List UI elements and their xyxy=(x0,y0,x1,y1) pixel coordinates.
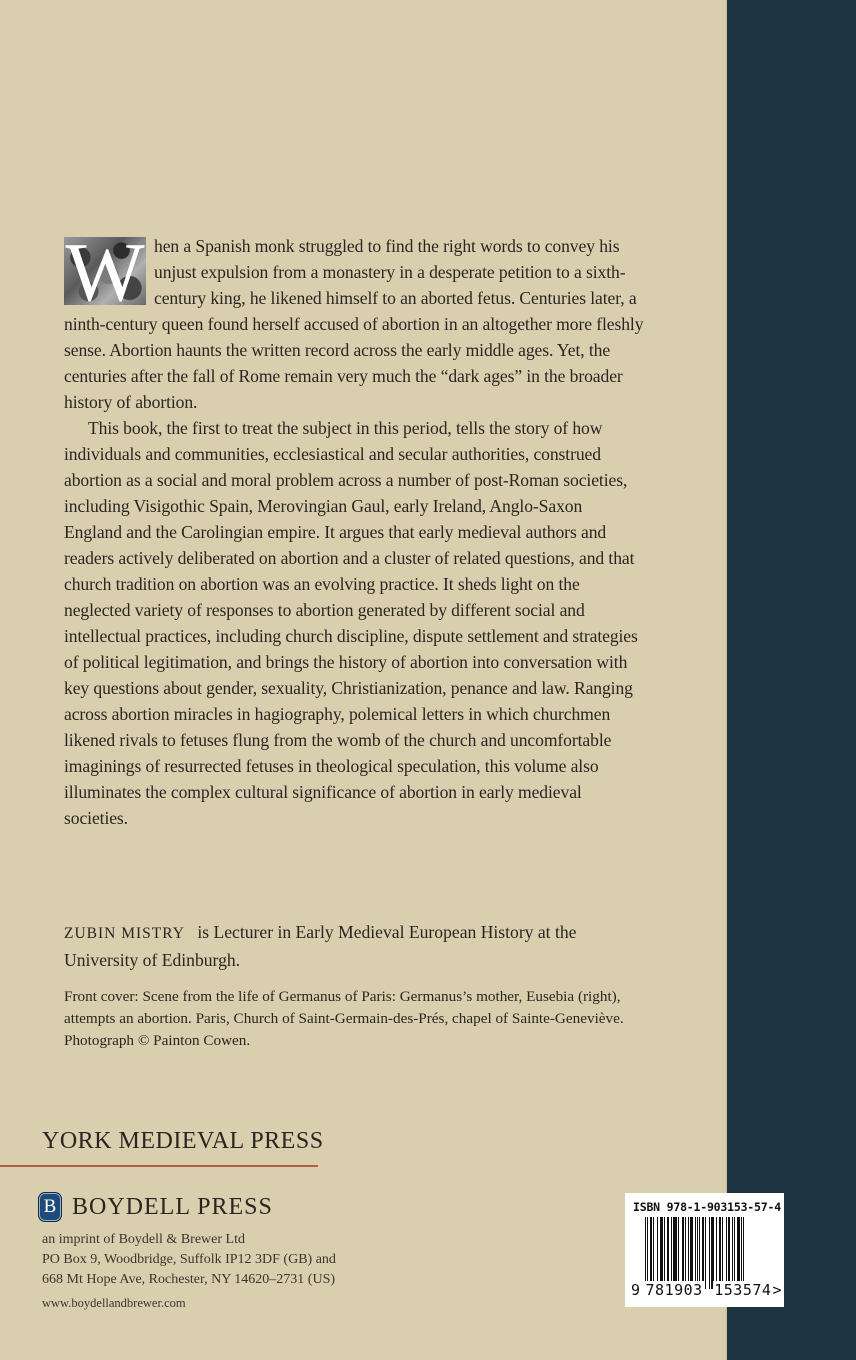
publisher-logo-row xyxy=(38,1192,273,1222)
author-bio-text: is Lecturer in Early Medieval European History at the University of Edinburgh. xyxy=(64,922,577,970)
isbn-label: ISBN 978-1-903153-57-4 xyxy=(633,1200,781,1214)
publisher-name: BOYDELL PRESS xyxy=(72,1193,273,1220)
series-name: YORK MEDIEVAL PRESS xyxy=(42,1128,324,1154)
barcode-bars xyxy=(645,1217,771,1289)
paragraph-1-text: hen a Spanish monk struggled to find the right words to convey his unjust expulsion from a monastery in a desperate petition to a sixth-century king, he likened himself to an aborted fetus. Centuries later, a ninth-century queen found herself accused of abortion in an altogether more fleshly sense. Abortion haunts the written record across the early middle ages. Yet, the centuries after the fall of Rome remain very much the “dark ages” in the broader history of abortion. xyxy=(64,236,644,412)
dropcap-letter: W xyxy=(65,237,145,305)
dropcap-image xyxy=(64,237,146,305)
address-line: PO Box 9, Woodbridge, Suffolk IP12 3DF (GB) and xyxy=(42,1252,336,1267)
barcode-group-1: 781903 xyxy=(645,1281,703,1299)
author-bio xyxy=(64,919,644,973)
boydell-logo-icon: B xyxy=(38,1192,62,1222)
blurb xyxy=(64,233,644,831)
imprint-line: an imprint of Boydell & Brewer Ltd xyxy=(42,1232,245,1247)
barcode-lead-digit: 9 xyxy=(631,1281,641,1299)
blurb-paragraph-2: This book, the first to treat the subject in this period, tells the story of how individuals and communities, ecclesiastical and secular authorities, construed abortion as a social and moral problem across a number of post-Roman societies, including Visigothic Spain, Merovingian Gaul, early Ireland, Anglo-Saxon England and the Carolingian empire. It argues that early medieval authors and readers actively deliberated on abortion and a cluster of related questions, and that church tradition on abortion was an evolving practice. It sheds light on the neglected variety of responses to abortion generated by different social and intellectual practices, including church discipline, dispute settlement and strategies of political legitimation, and brings the history of abortion into conversation with key questions about gender, sexuality, Christianization, penance and law. Ranging across abortion miracles in hagiography, polemical letters in which churchmen likened rivals to fetuses flung from the womb of the church and uncomfortable imaginings of resurrected fetuses in theological speculation, this volume also illuminates the complex cultural significance of abortion in early medieval societies. xyxy=(64,418,638,828)
blurb-paragraph-1 xyxy=(64,233,644,415)
spine-strip xyxy=(727,0,856,1360)
barcode-group-2: 153574 xyxy=(714,1281,772,1299)
publisher-website: www.boydellandbrewer.com xyxy=(42,1296,186,1310)
address-line: 668 Mt Hope Ave, Rochester, NY 14620–2731 (US) xyxy=(42,1272,336,1287)
cover-credit: Front cover: Scene from the life of Germanus of Paris: Germanus’s mother, Eusebia (right), attempts an abortion. Paris, Church of Saint-Germain-des-Prés, chapel of Sainte-Geneviève. Photograph © Painton Cowen. xyxy=(64,988,624,1049)
barcode-arrow: > xyxy=(772,1281,782,1299)
series-rule xyxy=(0,1165,318,1167)
isbn-barcode xyxy=(625,1193,784,1307)
author-name: ZUBIN MISTRY xyxy=(64,925,185,942)
barcode-digits xyxy=(631,1281,782,1299)
publisher-address xyxy=(42,1230,336,1290)
